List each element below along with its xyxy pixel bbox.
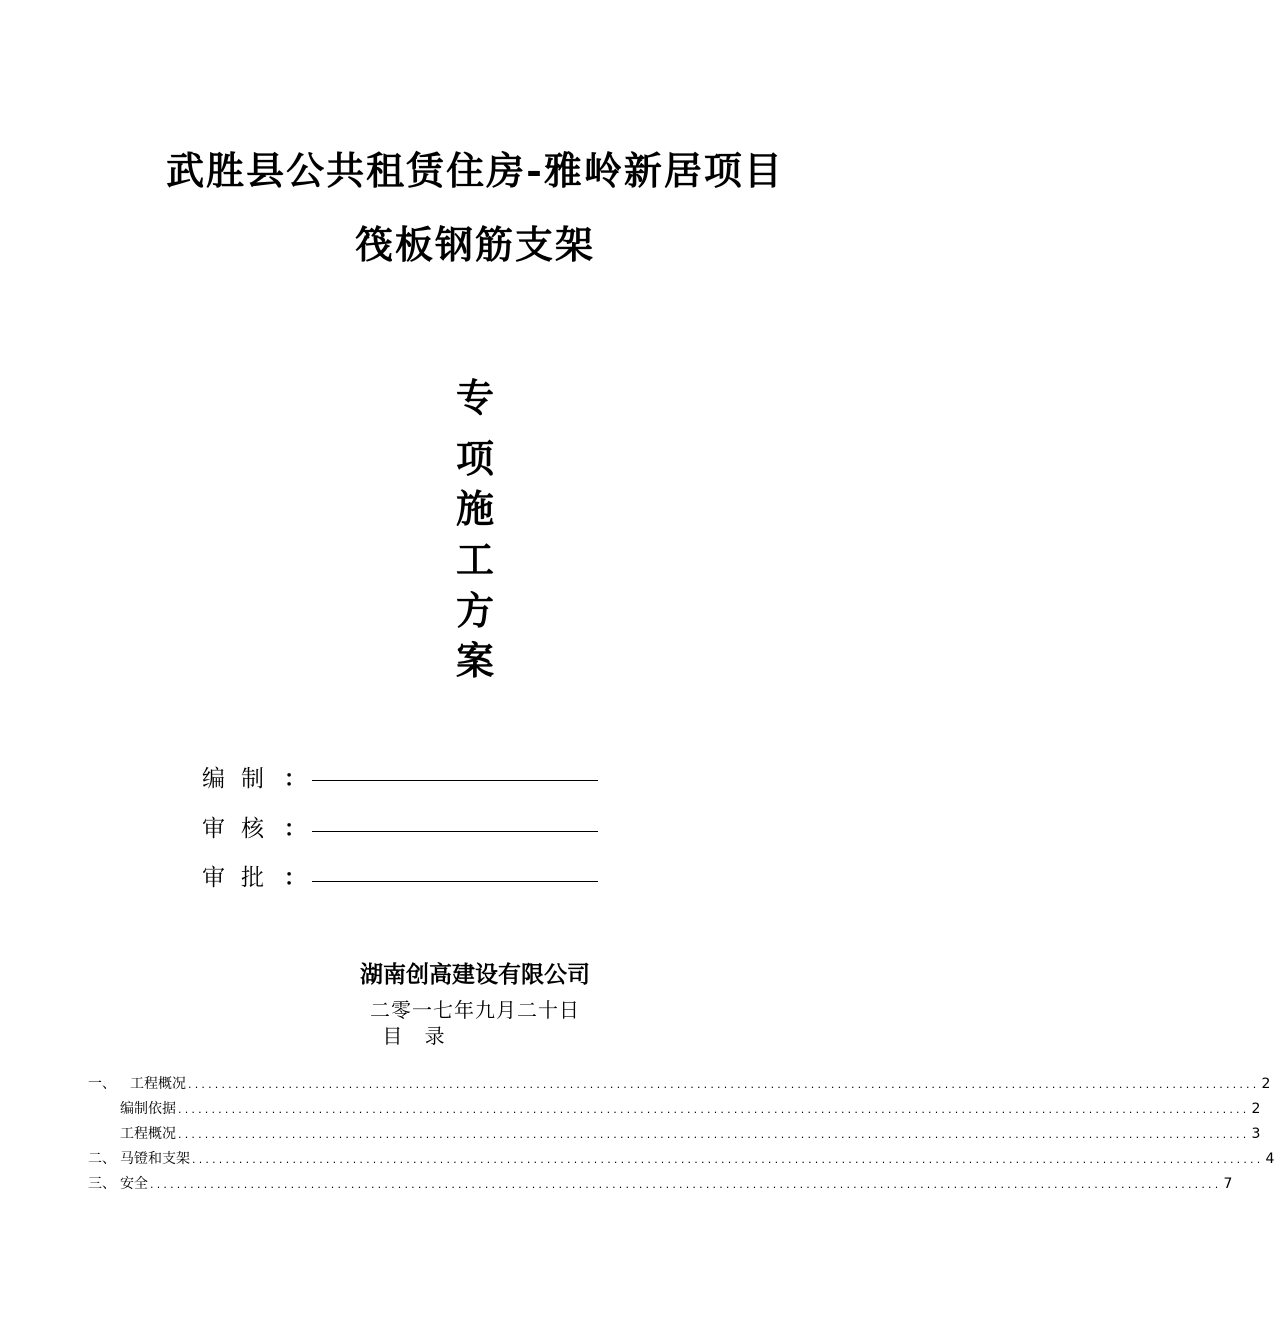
document-subtitle: 筏板钢筋支架 <box>354 222 595 267</box>
toc-entry-text: 编制依据 <box>120 1101 176 1117</box>
toc-entry-text: 安全 <box>120 1176 148 1192</box>
signature-label-reviewed: 审 核 <box>202 816 266 842</box>
toc-leader: ................................................................................................................................................................ <box>188 1078 1260 1091</box>
document-date: 二零一七年九月二十日 <box>370 998 580 1022</box>
signature-colon: ： <box>284 817 307 842</box>
toc-leader: ................................................................................................................................................................ <box>150 1178 1222 1191</box>
signature-colon: ： <box>284 767 307 792</box>
toc-entry-page: 3 <box>1251 1126 1261 1142</box>
signature-label-approved: 审 批 <box>202 865 266 891</box>
toc-entry[interactable] <box>88 1148 1274 1168</box>
toc-entry-text: 工程概况 <box>130 1076 186 1092</box>
signature-line-approved <box>312 881 598 882</box>
toc-entry-page: 2 <box>1251 1101 1261 1117</box>
vertical-title-char: 方 <box>455 589 494 633</box>
toc-entry-page: 7 <box>1223 1176 1233 1192</box>
toc-entry[interactable] <box>88 1073 1271 1093</box>
toc-entry-number: 二、 <box>88 1151 116 1167</box>
toc-entry[interactable] <box>88 1098 1261 1118</box>
toc-entry-text: 马镫和支架 <box>120 1151 190 1167</box>
toc-leader: ................................................................................................................................................................ <box>178 1128 1250 1141</box>
toc-leader: ................................................................................................................................................................ <box>178 1103 1250 1116</box>
toc-entry-page: 2 <box>1261 1076 1271 1092</box>
toc-leader: ................................................................................................................................................................ <box>192 1153 1264 1166</box>
document-title: 武胜县公共租赁住房-雅岭新居项目 <box>166 148 784 193</box>
signature-colon: ： <box>284 866 307 891</box>
signature-label-compiled: 编 制 <box>202 766 266 792</box>
toc-entry-text: 工程概况 <box>120 1126 176 1142</box>
vertical-title-char: 案 <box>455 639 494 683</box>
vertical-title-char: 施 <box>455 487 494 531</box>
company-name: 湖南创高建设有限公司 <box>360 962 590 988</box>
toc-entry[interactable] <box>88 1123 1261 1143</box>
vertical-title-char: 工 <box>455 538 494 582</box>
toc-entry-number: 一、 <box>88 1076 116 1092</box>
toc-title: 目 录 <box>382 1024 453 1048</box>
toc-entry-number: 三、 <box>88 1176 116 1192</box>
toc-entry[interactable] <box>88 1173 1233 1193</box>
signature-line-compiled <box>312 780 598 781</box>
vertical-title-char: 专 <box>455 376 494 420</box>
vertical-title-char: 项 <box>455 437 494 481</box>
toc-entry-page: 4 <box>1265 1151 1274 1167</box>
signature-line-reviewed <box>312 831 598 832</box>
